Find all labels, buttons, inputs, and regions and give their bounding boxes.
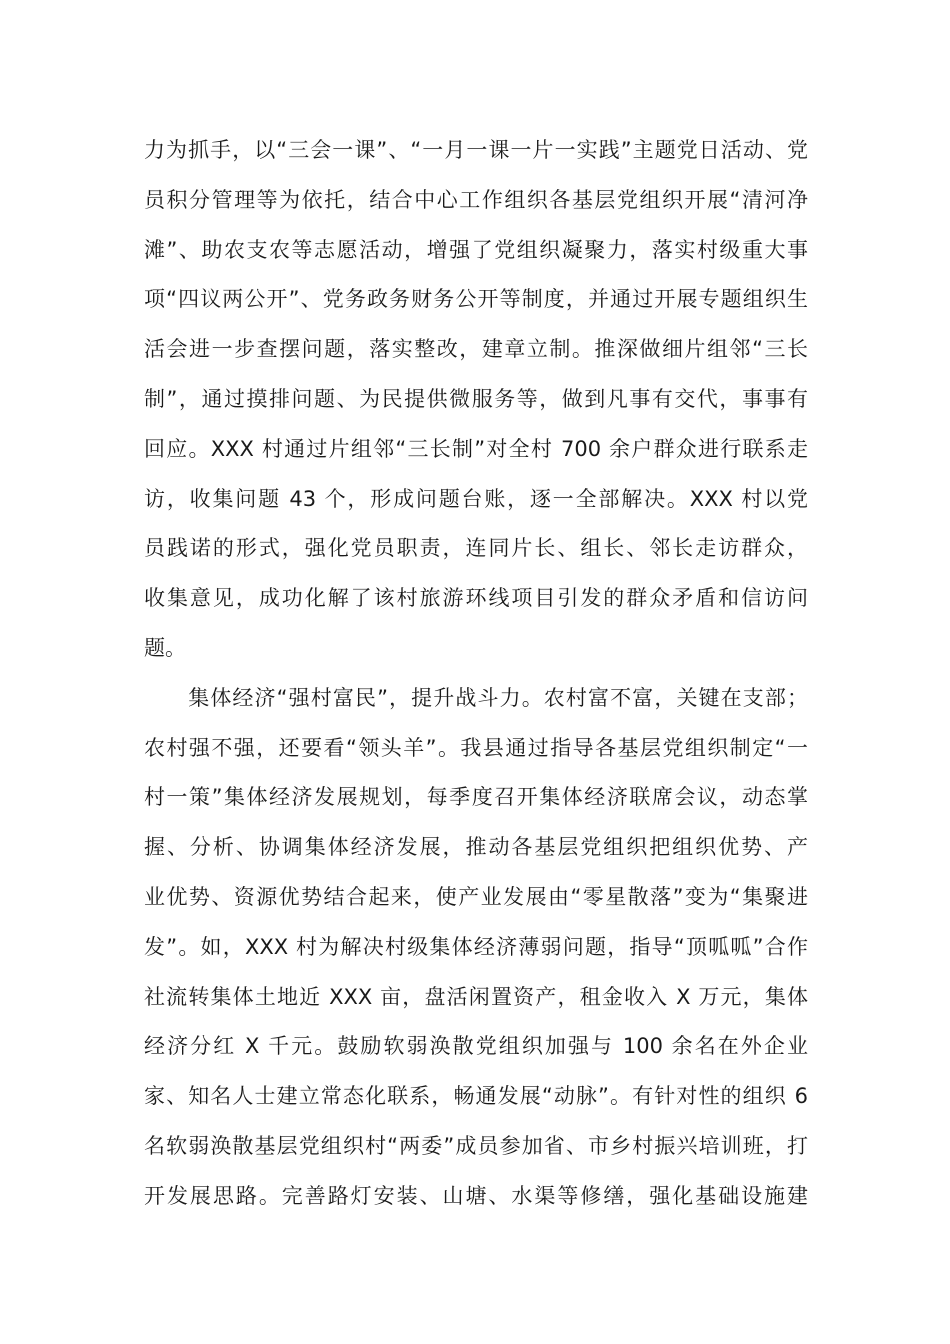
text-line: 活会进一步查摆问题，落实整改，建章立制。推深做细片组邻“三长 [144, 337, 808, 362]
text-line: 握、分析、协调集体经济发展，推动各基层党组织把组织优势、产 [144, 835, 808, 860]
text-line: 力为抓手，以“三会一课”、“一月一课一片一实践”主题党日活动、党 [144, 138, 808, 162]
body-text [144, 126, 808, 1222]
text-line: 集体经济“强村富民”，提升战斗力。农村富不富，关键在支部； [144, 685, 808, 710]
text-line: 回应。XXX 村通过片组邻“三长制”对全村 700 余户群众进行联系走 [144, 436, 808, 461]
text-line: 滩”、助农支农等志愿活动，增强了党组织凝聚力，落实村级重大事 [144, 237, 808, 262]
text-line: 员积分管理等为依托，结合中心工作组织各基层党组织开展“清河净 [144, 187, 808, 212]
text-line: 经济分红 X 千元。鼓励软弱涣散党组织加强与 100 余名在外企业 [144, 1034, 808, 1059]
text-line: 村一策”集体经济发展规划，每季度召开集体经济联席会议，动态掌 [144, 785, 808, 810]
text-line: 收集意见，成功化解了该村旅游环线项目引发的群众矛盾和信访问 [144, 586, 808, 611]
text-line: 开发展思路。完善路灯安装、山塘、水渠等修缮，强化基础设施建 [144, 1183, 808, 1208]
text-line: 员践诺的形式，强化党员职责，连同片长、组长、邻长走访群众， [144, 536, 808, 561]
text-line: 项“四议两公开”、党务政务财务公开等制度，并通过开展专题组织生 [144, 287, 808, 312]
text-line: 社流转集体土地近 XXX 亩，盘活闲置资产，租金收入 X 万元，集体 [144, 984, 808, 1009]
text-line: 访，收集问题 43 个，形成问题台账，逐一全部解决。XXX 村以党 [144, 486, 808, 511]
text-line: 制”，通过摸排问题、为民提供微服务等，做到凡事有交代，事事有 [144, 386, 808, 411]
text-line: 名软弱涣散基层党组织村“两委”成员参加省、市乡村振兴培训班，打 [144, 1133, 808, 1158]
text-line: 发”。如，XXX 村为解决村级集体经济薄弱问题，指导“顶呱呱”合作 [144, 934, 808, 959]
text-line: 业优势、资源优势结合起来，使产业发展由“零星散落”变为“集聚进 [144, 884, 808, 909]
text-line: 家、知名人士建立常态化联系，畅通发展“动脉”。有针对性的组织 6 [144, 1084, 808, 1109]
text-line: 题。 [144, 635, 186, 660]
text-line: 农村强不强，还要看“领头羊”。我县通过指导各基层党组织制定“一 [144, 735, 808, 760]
